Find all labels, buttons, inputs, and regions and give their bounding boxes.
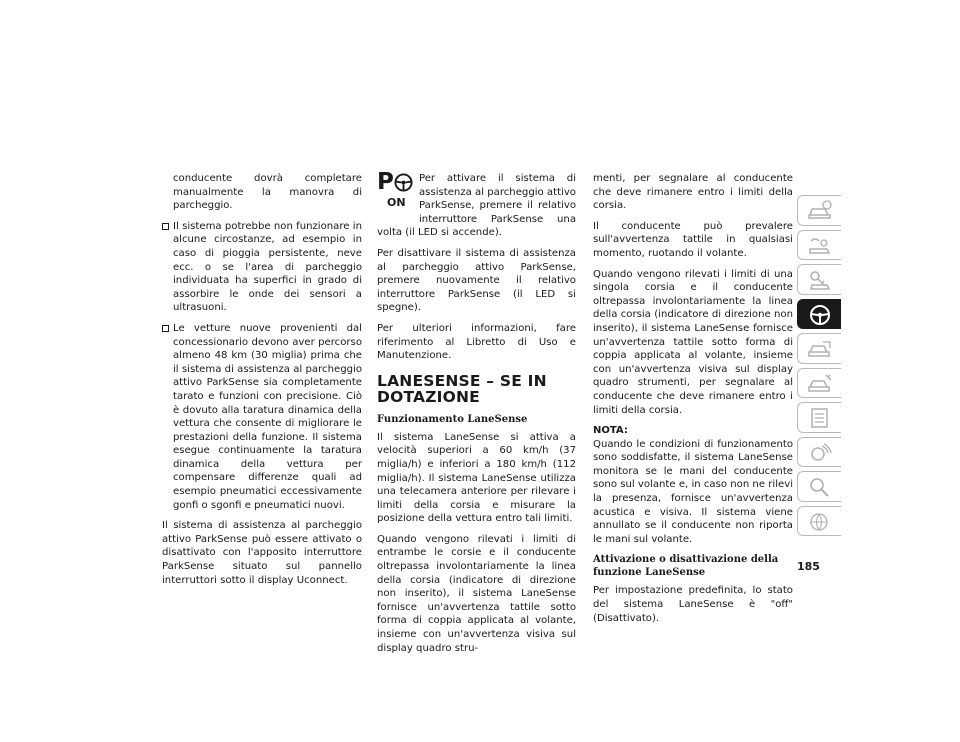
- note-label: NOTA:: [593, 425, 628, 437]
- paragraph: Per ulteriori informazioni, fare riferimento al Libretto di Uso e Manutenzione.: [377, 322, 576, 362]
- chapter-tab-dashboard[interactable]: [797, 230, 841, 261]
- section-heading: LANESENSE – SE IN DOTAZIONE: [377, 371, 547, 406]
- car-safety-icon: [807, 338, 833, 360]
- paragraph: Quando vengono rilevati i limiti di entrambe le corsie e il conducente oltrepassa involontariamente la linea della corsia (indicatore di direzione non inserito), il sistema LaneSense fornisce un'avvertenza tattile sotto forma di coppia applicata al volante, insieme con un'avvertenza visiva sul display quadro stru-: [377, 533, 576, 654]
- paragraph: Per impostazione predefinita, lo stato del sistema LaneSense è "off" (Disattivato).: [593, 585, 793, 624]
- paragraph: Il conducente può prevalere sull'avvertenza tattile in qualsiasi momento, ruotando il volante.: [593, 220, 793, 259]
- chapter-tabs: [797, 195, 842, 540]
- chapter-tab-safety[interactable]: [797, 333, 841, 364]
- chapter-tab-car-info[interactable]: [797, 195, 841, 226]
- paragraph-continuation: conducente dovrà completare manualmente la manovra di parcheggio.: [173, 173, 362, 212]
- checklist-icon: [807, 407, 833, 429]
- bullet-item: Le vetture nuove provenienti dal concessionario devono aver percorso almeno 48 km (30 miglia) prima che il sistema di assistenza al parcheggio attivo ParkSense sia completamente tarato e funzioni con precisione. Ciò è dovuto alla taratura dinamica della vettura che consente di migliorare le prestazioni della funzione. Il sistema esegue continuamente la taratura dinamica della vettura per compensare differenze quali ad esempio pneumatici eccessivamente gonfi o sgonfi e pneumatici nuovi.: [162, 322, 362, 512]
- bullet-item: Il sistema potrebbe non funzionare in alcune circostanze, ad esempio in caso di pioggia persistente, neve ecc. o se l'area di parcheggio individuata ha superfici in grado di assorbire le onde dei sensori a ultrasuoni.: [162, 220, 362, 315]
- chapter-tab-specs[interactable]: [797, 402, 841, 433]
- language-icon: [807, 511, 833, 533]
- car-wrench-icon: [807, 373, 833, 395]
- text-column-left: [162, 172, 362, 594]
- text-column-right: [593, 172, 793, 632]
- chapter-tab-keys[interactable]: [797, 264, 841, 295]
- bullet-square-icon: [162, 325, 169, 332]
- paragraph: Per attivare il sistema di assistenza al parcheggio attivo ParkSense, premere il relativo interruttore ParkSense una volta (il LED si accende).: [377, 173, 576, 239]
- chapter-tab-languages[interactable]: [797, 506, 841, 537]
- parksense-on-icon: P ON: [377, 172, 413, 212]
- paragraph: Il sistema di assistenza al parcheggio attivo ParkSense può essere attivato o disattivato con l'apposito interruttore ParkSense situato sul pannello interruttori sotto il display Uconnect.: [162, 520, 362, 586]
- page-number: 185: [797, 560, 820, 573]
- car-info-icon: [807, 200, 833, 222]
- dashboard-lights-icon: [807, 235, 833, 257]
- bullet-square-icon: [162, 223, 169, 230]
- chapter-tab-index[interactable]: [797, 471, 841, 502]
- chapter-tab-driving[interactable]: [797, 299, 841, 330]
- chapter-tab-service[interactable]: [797, 368, 841, 399]
- multimedia-icon: [807, 442, 833, 464]
- chapter-tab-multimedia[interactable]: [797, 437, 841, 468]
- note-text: Quando le condizioni di funzionamento sono soddisfatte, il sistema LaneSense monitora se le mani del conducente sono sul volante e, in caso non ne rilevi la presenza, fornisce un'avvertenza acustica e visiva. Il sistema viene annullato se il conducente non riporta le mani sul volante.: [593, 438, 793, 545]
- steering-wheel-icon: [394, 173, 413, 192]
- paragraph: Per disattivare il sistema di assistenza al parcheggio attivo ParkSense, premere nuovamente il relativo interruttore ParkSense (il LED si spegne).: [377, 247, 576, 314]
- paragraph-continuation: menti, per segnalare al conducente che deve rimanere entro i limiti della corsia.: [593, 173, 793, 212]
- subheading: Funzionamento LaneSense: [377, 413, 528, 425]
- steering-wheel-icon: [807, 304, 833, 326]
- paragraph: Quando vengono rilevati i limiti di una singola corsia e il conducente oltrepassa involontariamente la linea della corsia (indicatore di direzione non inserito), il sistema LaneSense fornisce un'avvertenza tattile sotto forma di coppia applicata al volante, insieme con un'avvertenza visiva sul display quadro strumenti, per segnalare al conducente che deve rimanere entro i limiti della corsia.: [593, 268, 793, 416]
- car-keys-icon: [807, 269, 833, 291]
- text-column-middle: [377, 169, 576, 662]
- subheading: Attivazione o disattivazione della funzione LaneSense: [593, 554, 779, 579]
- paragraph: Il sistema LaneSense si attiva a velocità superiori a 60 km/h (37 miglia/h) e inferiori a 180 km/h (112 miglia/h). Il sistema LaneSense utilizza una telecamera anteriore per rilevare i limiti della corsia e misurare la posizione della vettura entro tali limiti.: [377, 431, 576, 525]
- search-icon: [807, 476, 833, 498]
